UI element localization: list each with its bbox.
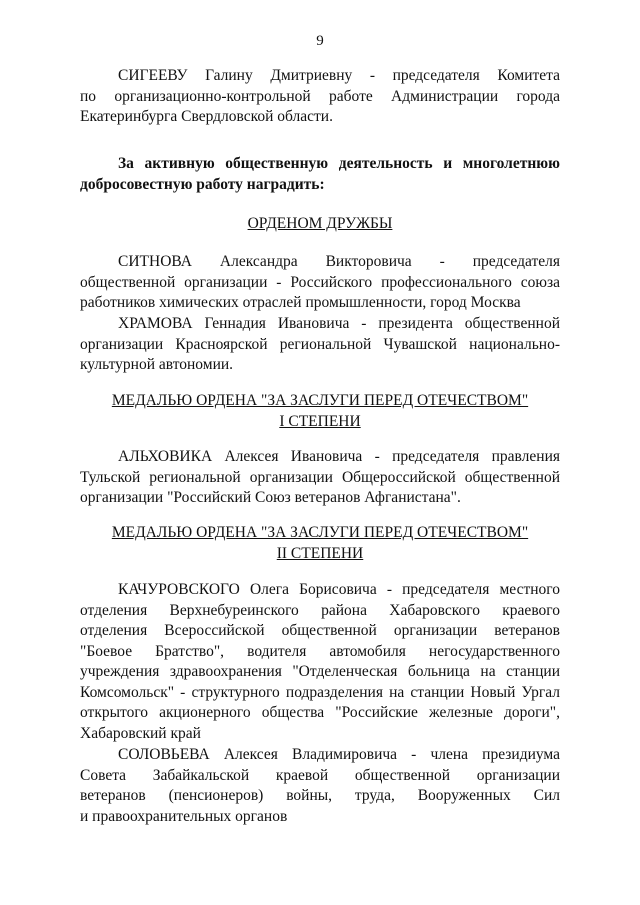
award-entry	[80, 580, 560, 744]
text-line: За активную общественную деятельность и многолетнюю	[118, 155, 560, 172]
award-entry	[80, 447, 560, 509]
text-line: АЛЬХОВИКА Алексея Ивановича - председателя правления	[118, 448, 560, 465]
text-line: организации Красноярской региональной Чувашской национально-	[80, 335, 560, 353]
text-line: Комсомольск" - структурного подразделения на станции Новый Ургал	[80, 683, 560, 701]
section-heading-medal-1st-degree	[80, 391, 560, 432]
text-line: общественной организации - Российского профессионального союза	[80, 273, 560, 291]
text-line: открытого акционерного общества "Российские железные дороги",	[80, 704, 560, 721]
text-line: ХРАМОВА Геннадия Ивановича - президента общественной	[118, 315, 560, 332]
text-line: организации "Российский Союз ветеранов Афганистана".	[80, 489, 461, 506]
award-intro	[80, 154, 560, 195]
text-line: ветеранов (пенсионеров) войны, труда, Вооруженных Сил	[80, 787, 560, 804]
text-line: Совета Забайкальской краевой общественной организации	[80, 766, 560, 784]
text-line: и правоохранительных органов	[80, 807, 288, 825]
section-heading-medal-2nd-degree	[80, 523, 560, 564]
section-heading-order-friendship	[80, 214, 560, 235]
text-line: СИГЕЕВУ Галину Дмитриевну - председателя Комитета	[118, 67, 560, 84]
intro-paragraph	[80, 66, 560, 128]
heading-line: МЕДАЛЬЮ ОРДЕНА "ЗА ЗАСЛУГИ ПЕРЕД ОТЕЧЕСТВОМ"	[111, 524, 529, 541]
text-line: Хабаровский край	[80, 724, 201, 742]
award-entry	[80, 252, 560, 314]
page-number: 9	[316, 33, 324, 49]
text-line: СИТНОВА Александра Викторовича - председателя	[118, 253, 560, 270]
text-line: "Боевое Братство", водителя автомобиля негосударственного	[80, 642, 560, 660]
text-line: отделения Всероссийской общественной организации ветеранов	[80, 622, 560, 639]
heading-line: I СТЕПЕНИ	[279, 412, 361, 430]
text-line: культурной автономии.	[80, 356, 234, 373]
text-line: по организационно-контрольной работе Администрации города	[80, 87, 560, 105]
text-line: СОЛОВЬЕВА Алексея Владимировича - члена президиума	[118, 746, 560, 763]
text-line: добросовестную работу наградить:	[80, 175, 325, 193]
heading-line: ОРДЕНОМ ДРУЖБЫ	[247, 215, 393, 232]
heading-line: II СТЕПЕНИ	[276, 544, 364, 562]
text-line: учреждения здравоохранения "Отделенческая больница на станции	[80, 663, 560, 680]
heading-line: МЕДАЛЬЮ ОРДЕНА "ЗА ЗАСЛУГИ ПЕРЕД ОТЕЧЕСТВОМ"	[111, 392, 529, 409]
award-entry	[80, 314, 560, 376]
award-entry	[80, 745, 560, 827]
text-line: отделения Верхнебуреинского района Хабаровского краевого	[80, 601, 560, 619]
text-line: Екатеринбурга Свердловской области.	[80, 108, 333, 125]
text-line: Тульской региональной организации Общероссийской общественной	[80, 468, 560, 486]
text-line: КАЧУРОВСКОГО Олега Борисовича - председателя местного	[118, 581, 560, 598]
text-line: работников химических отраслей промышленности, город Москва	[80, 294, 521, 311]
